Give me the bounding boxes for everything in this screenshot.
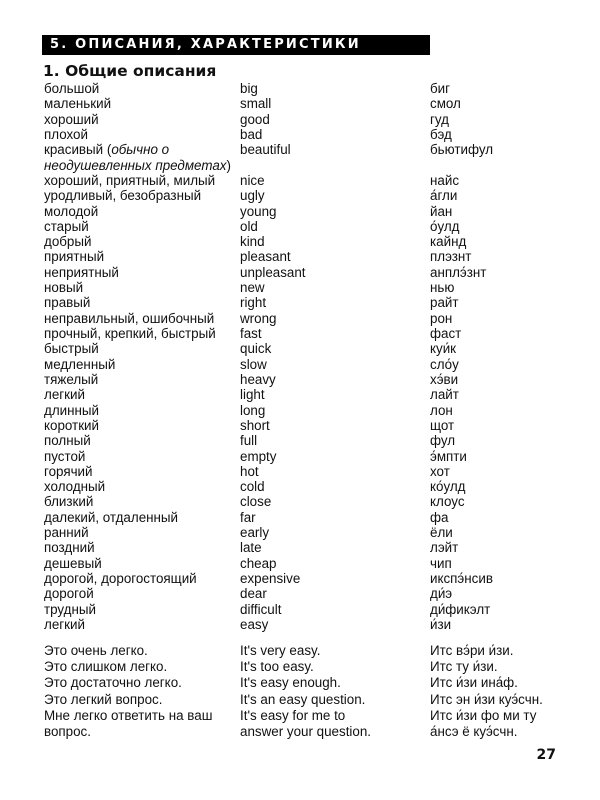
russian-word: добрый [44,234,92,250]
phrase-row [44,724,584,740]
russian-word: короткий [44,417,100,433]
english-word: ugly [240,188,265,204]
pronunciation: фул [430,433,456,449]
english-word: heavy [240,371,276,387]
pronunciation: щот [430,417,455,433]
russian-word: молодой [44,203,99,219]
vocab-row [44,311,584,326]
vocab-row [44,556,584,571]
pronunciation: Итс и́зи фо ми ту [430,707,537,723]
russian-word: дешевый [44,555,102,571]
pronunciation: ди́фикэлт [430,601,491,617]
russian-word: трудный [44,601,96,617]
vocab-row [44,525,584,540]
pronunciation: Итс и́зи ина́ф. [430,675,518,691]
pronunciation: а́нсэ ё куэ́счн. [430,723,518,739]
vocab-row [44,158,584,173]
pronunciation: гуд [430,111,449,127]
english-word: good [240,111,270,127]
russian-word: новый [44,280,84,296]
vocab-row [44,510,584,525]
russian-word: вопрос. [44,723,91,739]
english-word: answer your question. [240,723,372,739]
pronunciation: лэйт [430,540,459,556]
vocab-row [44,188,584,203]
english-word: difficult [240,601,282,617]
english-word: unpleasant [240,264,306,280]
vocab-row [44,142,584,157]
pronunciation: Итс ту и́зи. [430,659,498,675]
vocab-row [44,81,584,96]
pronunciation: смол [430,96,461,112]
pronunciation: икспэ́нсив [430,571,493,586]
vocab-row [44,372,584,387]
russian-word: красивый (обычно о [44,142,170,158]
russian-word: Это слишком легко. [44,659,168,675]
english-word: long [240,402,266,418]
vocab-row [44,96,584,111]
english-word: new [240,280,265,296]
vocab-row [44,586,584,601]
russian-word: длинный [44,402,100,418]
english-word: slow [240,356,267,372]
pronunciation: бьютифул [430,142,494,158]
pronunciation: ёли [430,525,453,541]
russian-word: хороший, приятный, милый [44,172,216,188]
russian-word: Мне легко ответить на ваш [44,707,213,723]
english-word: wrong [240,310,277,326]
pronunciation: ко́улд [430,479,466,495]
vocab-row [44,280,584,295]
russian-word: пустой [44,448,86,464]
english-word: small [240,96,272,112]
english-word: hot [240,463,259,479]
english-word: beautiful [240,142,291,158]
english-word: bad [240,126,263,142]
pronunciation: чип [430,555,452,571]
russian-word: легкий [44,387,85,403]
pronunciation: хот [430,463,450,479]
russian-word: приятный [44,249,105,265]
russian-word: старый [44,218,89,234]
english-word: kind [240,234,265,250]
english-word: empty [240,448,277,464]
vocab-row [44,418,584,433]
english-word: fast [240,326,262,341]
english-word: It's too easy. [240,659,314,675]
section-title-banner [42,35,430,55]
russian-word: дорогой, дорогостоящий [44,571,197,586]
vocab-row [44,387,584,402]
russian-word: быстрый [44,341,99,357]
english-word: It's easy for me to [240,707,346,723]
vocab-row [44,479,584,494]
pronunciation: лон [430,402,453,418]
vocab-row [44,341,584,356]
english-word: right [240,295,267,311]
pronunciation: кайнд [430,234,467,250]
vocabulary-list [44,81,584,632]
pronunciation: фа [430,509,449,525]
phrase-row [44,692,584,708]
pronunciation: лайт [430,387,459,403]
english-word: easy [240,616,269,632]
section-title: 5. ОПИСАНИЯ, ХАРАКТЕРИСТИКИ [50,37,361,52]
pronunciation: плэзнт [430,249,472,265]
vocab-row [44,571,584,586]
russian-word: горячий [44,463,93,479]
phrase-row [44,675,584,691]
pronunciation: э́мпти [430,448,467,464]
pronunciation: биг [430,81,451,96]
russian-word: уродливый, безобразный [44,188,202,204]
english-word: quick [240,341,272,357]
english-word: It's easy enough. [240,675,341,691]
russian-word: тяжелый [44,371,99,387]
phrase-row [44,659,584,675]
english-word: short [240,417,270,433]
english-word: young [240,203,277,219]
subsection-title: 1. Общие описания [43,62,217,80]
pronunciation: нью [430,280,455,296]
english-word: full [240,433,258,449]
russian-word: неприятный [44,264,119,280]
russian-word: плохой [44,126,88,142]
vocab-row [44,112,584,127]
pronunciation: сло́у [430,356,459,372]
russian-word: неодушевленных предметах) [44,157,231,173]
pronunciation: о́улд [430,218,460,234]
pronunciation: райт [430,295,459,311]
english-word: pleasant [240,249,291,265]
english-word: far [240,509,256,525]
phrase-row [44,708,584,724]
english-word: dear [240,586,267,602]
vocab-row [44,265,584,280]
russian-word: ранний [44,525,89,541]
pronunciation: найс [430,172,460,188]
vocab-row [44,204,584,219]
russian-word: далекий, отдаленный [44,509,179,525]
russian-word: Это достаточно легко. [44,675,182,691]
vocab-row [44,602,584,617]
russian-word: близкий [44,494,94,510]
vocab-row [44,173,584,188]
russian-word: поздний [44,540,95,556]
english-word: close [240,494,272,510]
vocab-row [44,357,584,372]
russian-word: неправильный, ошибочный [44,310,215,326]
vocab-row [44,219,584,234]
english-word: It's very easy. [240,643,321,658]
pronunciation: бэд [430,126,452,142]
vocab-row [44,433,584,448]
russian-word: маленький [44,96,112,112]
russian-word: полный [44,433,91,449]
pronunciation: ди́э [430,586,453,602]
english-word: light [240,387,265,403]
pronunciation: Итс эн и́зи куэ́счн. [430,691,543,707]
english-word: cheap [240,555,277,571]
vocab-row [44,540,584,555]
vocab-row [44,449,584,464]
pronunciation: клоус [430,494,465,510]
russian-word: прочный, крепкий, быстрый [44,326,216,341]
pronunciation: Итс вэ́ри и́зи. [430,643,514,658]
pronunciation: и́зи [430,616,452,632]
russian-word: легкий [44,616,85,632]
page-number: 27 [536,747,556,763]
vocab-row [44,127,584,142]
pronunciation: а́гли [430,188,458,204]
vocab-row [44,234,584,249]
pronunciation: хэ́ви [430,371,459,387]
vocab-row [44,326,584,341]
russian-word: Это легкий вопрос. [44,691,163,707]
russian-word: Это очень легко. [44,643,148,658]
russian-word: большой [44,81,100,96]
english-word: old [240,218,258,234]
vocab-row [44,403,584,418]
english-word: expensive [240,571,301,586]
russian-word: дорогой [44,586,94,602]
english-word: It's an easy question. [240,691,366,707]
pronunciation: анплэ́знт [430,264,487,280]
english-word: big [240,81,258,96]
russian-word: правый [44,295,91,311]
pronunciation: куи́к [430,341,457,357]
vocab-row [44,617,584,632]
pronunciation: фаст [430,326,462,341]
russian-word: холодный [44,479,106,495]
vocab-row [44,464,584,479]
vocab-row [44,249,584,264]
russian-word: медленный [44,356,116,372]
pronunciation: йан [430,203,453,219]
vocab-row [44,494,584,509]
english-word: cold [240,479,265,495]
phrase-list [44,643,584,740]
english-word: nice [240,172,265,188]
phrase-row [44,643,584,659]
pronunciation: рон [430,310,453,326]
russian-word: хороший [44,111,99,127]
english-word: late [240,540,262,556]
english-word: early [240,525,270,541]
vocab-row [44,295,584,310]
